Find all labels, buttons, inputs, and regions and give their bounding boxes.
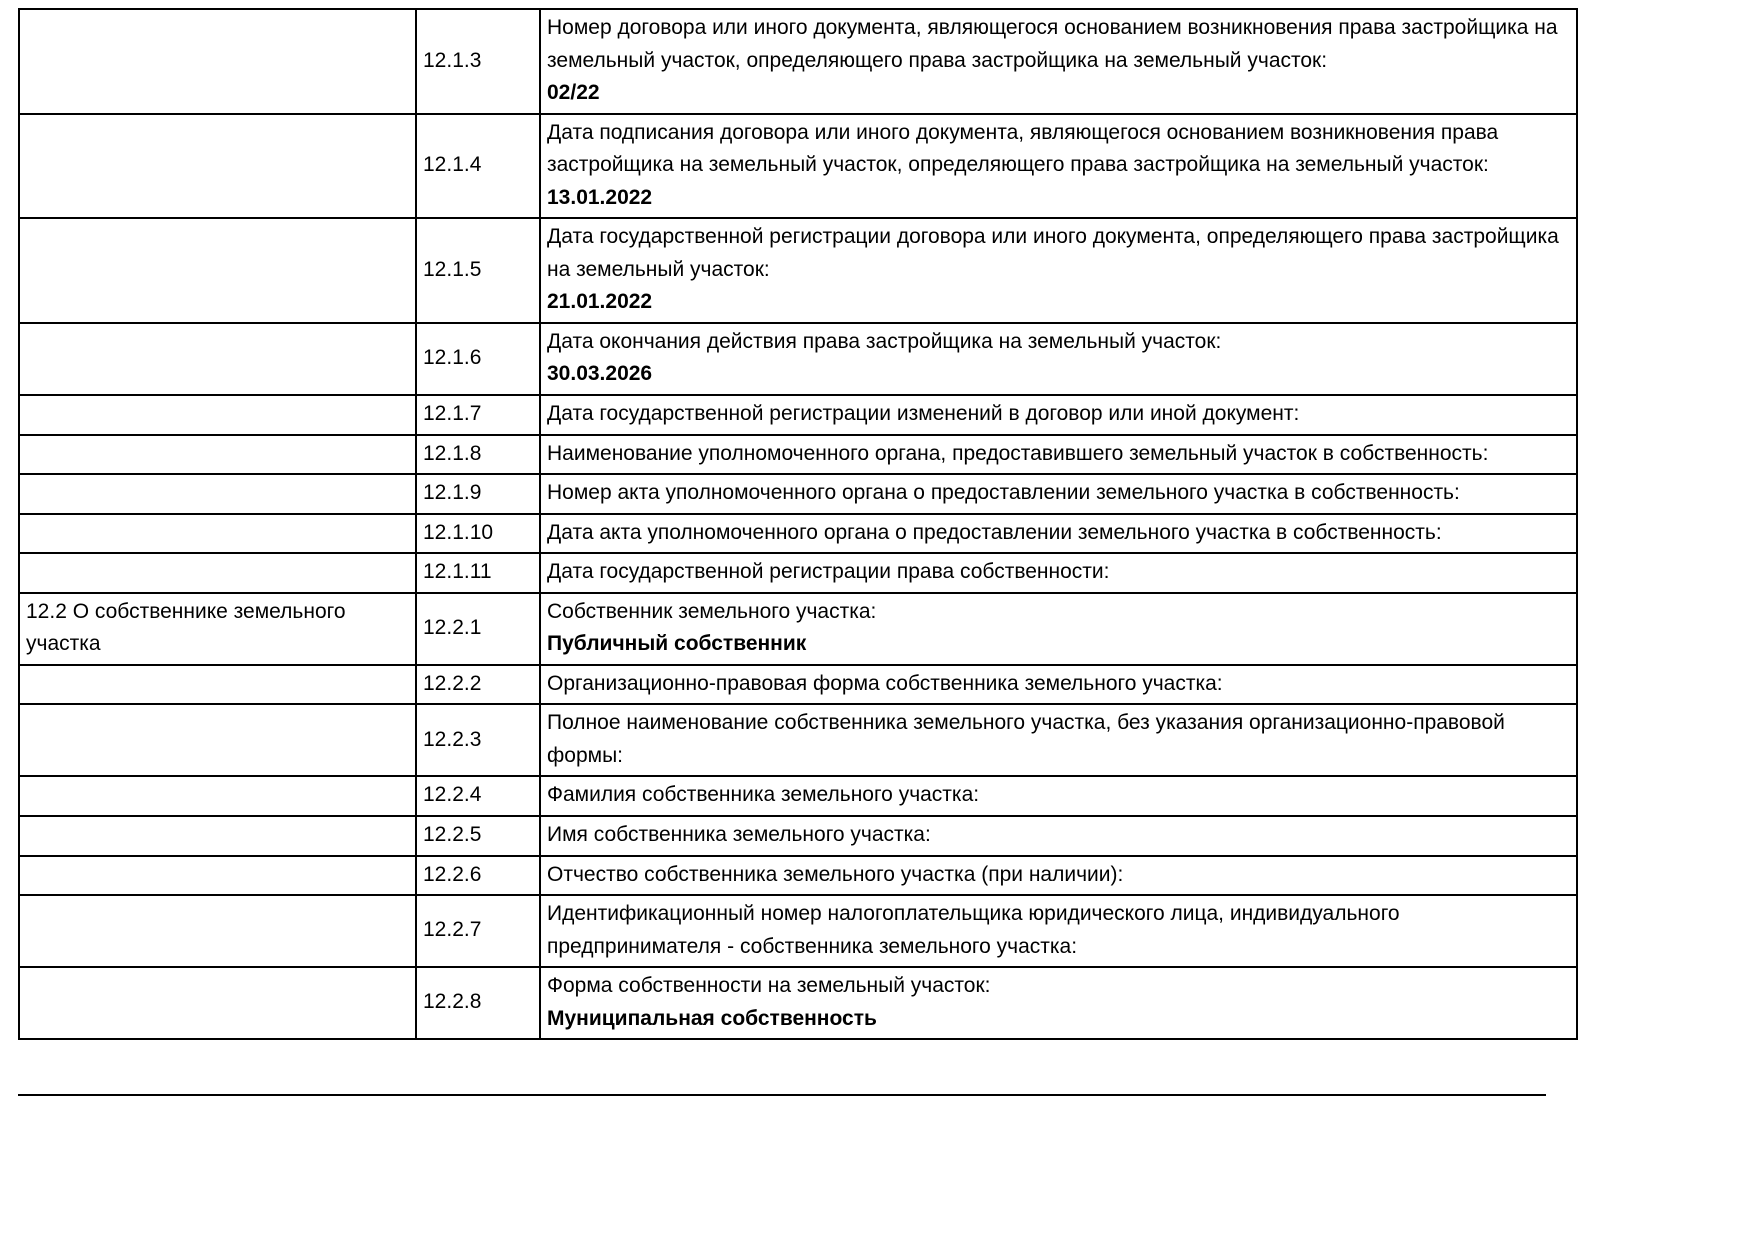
next-row-cutoff-line — [18, 1094, 1546, 1096]
item-number: 12.2.5 — [423, 823, 482, 847]
section-cell — [19, 816, 416, 856]
table-row — [19, 816, 1577, 856]
table-row — [19, 665, 1577, 705]
item-number-cell — [416, 816, 540, 856]
item-number-cell — [416, 593, 540, 665]
description-cell — [540, 323, 1577, 395]
section-cell — [19, 704, 416, 776]
table-row — [19, 856, 1577, 896]
table-row — [19, 218, 1577, 323]
item-number-cell — [416, 514, 540, 554]
item-number: 12.1.8 — [423, 441, 482, 465]
section-cell — [19, 665, 416, 705]
description-label: Наименование уполномоченного органа, предоставившего земельный участок в собственность: — [547, 441, 1489, 465]
item-number-cell — [416, 435, 540, 475]
item-number: 12.1.5 — [423, 257, 482, 281]
description-value: Публичный собственник — [547, 632, 807, 656]
description-cell — [540, 514, 1577, 554]
description-value: 13.01.2022 — [547, 185, 653, 209]
item-number: 12.1.3 — [423, 48, 482, 72]
item-number: 12.2.7 — [423, 918, 482, 942]
table-row — [19, 114, 1577, 219]
item-number: 12.2.4 — [423, 783, 482, 807]
table-row — [19, 435, 1577, 475]
description-cell — [540, 665, 1577, 705]
declaration-table-body — [19, 9, 1577, 1039]
description-label: Отчество собственника земельного участка (при наличии): — [547, 862, 1124, 886]
section-label: 12.2 О собственнике земельного участка — [26, 599, 346, 656]
section-cell — [19, 553, 416, 593]
description-label: Дата государственной регистрации договора или иного документа, определяющего права застройщика на земельный участок: — [547, 225, 1559, 281]
table-row — [19, 474, 1577, 514]
table-row — [19, 895, 1577, 967]
section-cell — [19, 593, 416, 665]
table-row — [19, 967, 1577, 1039]
description-label: Идентификационный номер налогоплательщика юридического лица, индивидуального предпринимателя - собственника земельного участка: — [547, 902, 1400, 958]
description-label: Дата акта уполномоченного органа о предоставлении земельного участка в собственность: — [547, 520, 1442, 544]
item-number: 12.1.10 — [423, 520, 494, 544]
item-number: 12.2.3 — [423, 727, 482, 751]
description-value: 30.03.2026 — [547, 362, 653, 386]
description-cell — [540, 593, 1577, 665]
section-cell — [19, 9, 416, 114]
item-number-cell — [416, 474, 540, 514]
section-cell — [19, 435, 416, 475]
table-row — [19, 395, 1577, 435]
item-number-cell — [416, 323, 540, 395]
description-value: Муниципальная собственность — [547, 1006, 877, 1030]
section-cell — [19, 967, 416, 1039]
description-label: Дата государственной регистрации права собственности: — [547, 560, 1110, 584]
description-label: Полное наименование собственника земельного участка, без указания организационно-правовой формы: — [547, 711, 1505, 767]
section-cell — [19, 895, 416, 967]
item-number: 12.1.6 — [423, 346, 482, 370]
table-row — [19, 593, 1577, 665]
description-cell — [540, 816, 1577, 856]
item-number: 12.1.7 — [423, 402, 482, 426]
description-cell — [540, 474, 1577, 514]
table-row — [19, 704, 1577, 776]
item-number-cell — [416, 665, 540, 705]
item-number-cell — [416, 895, 540, 967]
description-cell — [540, 218, 1577, 323]
item-number-cell — [416, 395, 540, 435]
declaration-table — [18, 8, 1578, 1040]
description-cell — [540, 9, 1577, 114]
item-number-cell — [416, 967, 540, 1039]
section-cell — [19, 776, 416, 816]
description-cell — [540, 704, 1577, 776]
description-label: Дата окончания действия права застройщика на земельный участок: — [547, 329, 1222, 353]
section-cell — [19, 323, 416, 395]
description-cell — [540, 856, 1577, 896]
description-label: Номер договора или иного документа, являющегося основанием возникновения права застройщика на земельный участок, определяющего права застройщика на земельный участок: — [547, 16, 1558, 72]
section-cell — [19, 514, 416, 554]
description-label: Форма собственности на земельный участок: — [547, 974, 991, 998]
table-row — [19, 323, 1577, 395]
description-label: Имя собственника земельного участка: — [547, 823, 931, 847]
item-number-cell — [416, 553, 540, 593]
item-number-cell — [416, 9, 540, 114]
item-number-cell — [416, 114, 540, 219]
item-number-cell — [416, 704, 540, 776]
description-label: Дата государственной регистрации изменений в договор или иной документ: — [547, 402, 1300, 426]
description-value: 21.01.2022 — [547, 290, 653, 314]
description-value: 02/22 — [547, 81, 600, 105]
description-cell — [540, 776, 1577, 816]
description-label: Фамилия собственника земельного участка: — [547, 783, 980, 807]
description-label: Номер акта уполномоченного органа о предоставлении земельного участка в собственность: — [547, 481, 1460, 505]
description-label: Дата подписания договора или иного документа, являющегося основанием возникновения права застройщика на земельный участок, определяющего права застройщика на земельный участок: — [547, 120, 1499, 177]
item-number-cell — [416, 776, 540, 816]
table-row — [19, 776, 1577, 816]
section-cell — [19, 856, 416, 896]
item-number-cell — [416, 856, 540, 896]
table-row — [19, 553, 1577, 593]
section-cell — [19, 218, 416, 323]
table-row — [19, 514, 1577, 554]
description-cell — [540, 895, 1577, 967]
section-cell — [19, 114, 416, 219]
description-cell — [540, 553, 1577, 593]
section-cell — [19, 474, 416, 514]
description-cell — [540, 967, 1577, 1039]
table-row — [19, 9, 1577, 114]
item-number: 12.1.11 — [423, 560, 492, 584]
description-cell — [540, 114, 1577, 219]
description-label: Собственник земельного участка: — [547, 599, 877, 623]
description-cell — [540, 435, 1577, 475]
description-cell — [540, 395, 1577, 435]
item-number: 12.1.4 — [423, 153, 482, 177]
item-number: 12.2.2 — [423, 671, 482, 695]
item-number: 12.2.8 — [423, 990, 482, 1014]
item-number: 12.2.6 — [423, 862, 482, 886]
section-cell — [19, 395, 416, 435]
item-number-cell — [416, 218, 540, 323]
description-label: Организационно-правовая форма собственника земельного участка: — [547, 671, 1223, 695]
item-number: 12.1.9 — [423, 481, 482, 505]
item-number: 12.2.1 — [423, 616, 482, 640]
